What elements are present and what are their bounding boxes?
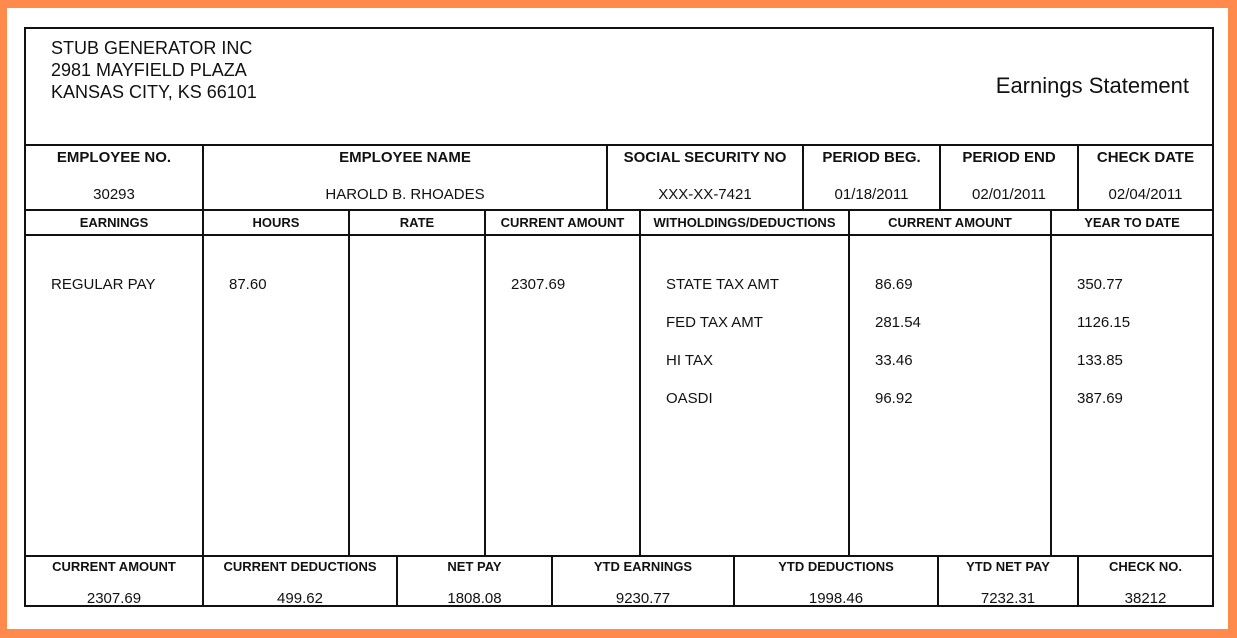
deduction-ytd: 1126.15	[1077, 314, 1131, 331]
label-employee-name: EMPLOYEE NAME	[339, 149, 471, 166]
summary-value-net-pay: 1808.08	[447, 590, 502, 607]
col-earnings: EARNINGS	[79, 215, 149, 230]
col-year-to-date: YEAR TO DATE	[1084, 215, 1180, 230]
summary-value-current-amount: 2307.69	[86, 590, 142, 607]
divider	[484, 210, 486, 556]
summary-label-current-amount: CURRENT AMOUNT	[52, 559, 176, 574]
deduction-current: 281.54	[875, 314, 921, 331]
divider	[348, 210, 350, 556]
col-deduction-current-amount: CURRENT AMOUNT	[888, 215, 1012, 230]
summary-label-ytd-deductions: YTD DEDUCTIONS	[778, 559, 894, 574]
summary-label-check-no: CHECK NO.	[1109, 559, 1182, 574]
summary-label-ytd-net-pay: YTD NET PAY	[966, 559, 1050, 574]
label-check-date: CHECK DATE	[1096, 149, 1195, 166]
summary-value-check-no: 38212	[1124, 590, 1167, 607]
deduction-current: 86.69	[875, 276, 913, 293]
deduction-name: FED TAX AMT	[666, 314, 763, 331]
value-period-beg: 01/18/2011	[834, 186, 909, 203]
label-employee-no: EMPLOYEE NO.	[56, 149, 172, 166]
value-check-date: 02/04/2011	[1108, 186, 1183, 203]
label-period-end: PERIOD END	[962, 149, 1056, 166]
label-period-beg: PERIOD BEG.	[822, 149, 921, 166]
deduction-name: HI TAX	[666, 352, 713, 369]
deduction-name: OASDI	[666, 390, 713, 407]
summary-label-net-pay: NET PAY	[447, 559, 502, 574]
value-ssn: XXX-XX-7421	[658, 186, 752, 203]
summary-value-current-deductions: 499.62	[277, 590, 323, 607]
value-period-end: 02/01/2011	[972, 186, 1046, 203]
label-ssn: SOCIAL SECURITY NO	[623, 149, 787, 166]
deduction-current: 33.46	[875, 352, 913, 369]
deduction-ytd: 387.69	[1077, 390, 1123, 407]
summary-value-ytd-deductions: 1998.46	[808, 590, 864, 607]
earning-name: REGULAR PAY	[51, 276, 156, 293]
deduction-ytd: 350.77	[1077, 276, 1123, 293]
document-title: Earnings Statement	[995, 73, 1189, 98]
deduction-current: 96.92	[875, 390, 913, 407]
company-name: STUB GENERATOR INC	[51, 38, 253, 58]
company-address-line2: KANSAS CITY, KS 66101	[51, 82, 257, 102]
summary-value-ytd-net-pay: 7232.31	[980, 590, 1036, 607]
summary-label-ytd-earnings: YTD EARNINGS	[593, 559, 693, 574]
divider	[848, 210, 850, 556]
col-hours: HOURS	[252, 215, 300, 230]
deduction-name: STATE TAX AMT	[666, 276, 780, 293]
divider	[202, 210, 204, 556]
deduction-ytd: 133.85	[1077, 352, 1123, 369]
earning-hours: 87.60	[229, 276, 267, 293]
col-withholdings: WITHOLDINGS/DEDUCTIONS	[653, 215, 836, 230]
value-employee-no: 30293	[93, 186, 135, 203]
value-employee-name: HAROLD B. RHOADES	[325, 186, 485, 203]
divider	[639, 210, 641, 556]
summary-value-ytd-earnings: 9230.77	[615, 590, 671, 607]
divider	[1050, 210, 1052, 556]
company-address-line1: 2981 MAYFIELD PLAZA	[51, 60, 247, 80]
summary-label-current-deductions: CURRENT DEDUCTIONS	[223, 559, 377, 574]
col-rate: RATE	[399, 215, 435, 230]
col-current-amount: CURRENT AMOUNT	[500, 215, 625, 230]
earning-current-amount: 2307.69	[511, 276, 566, 293]
